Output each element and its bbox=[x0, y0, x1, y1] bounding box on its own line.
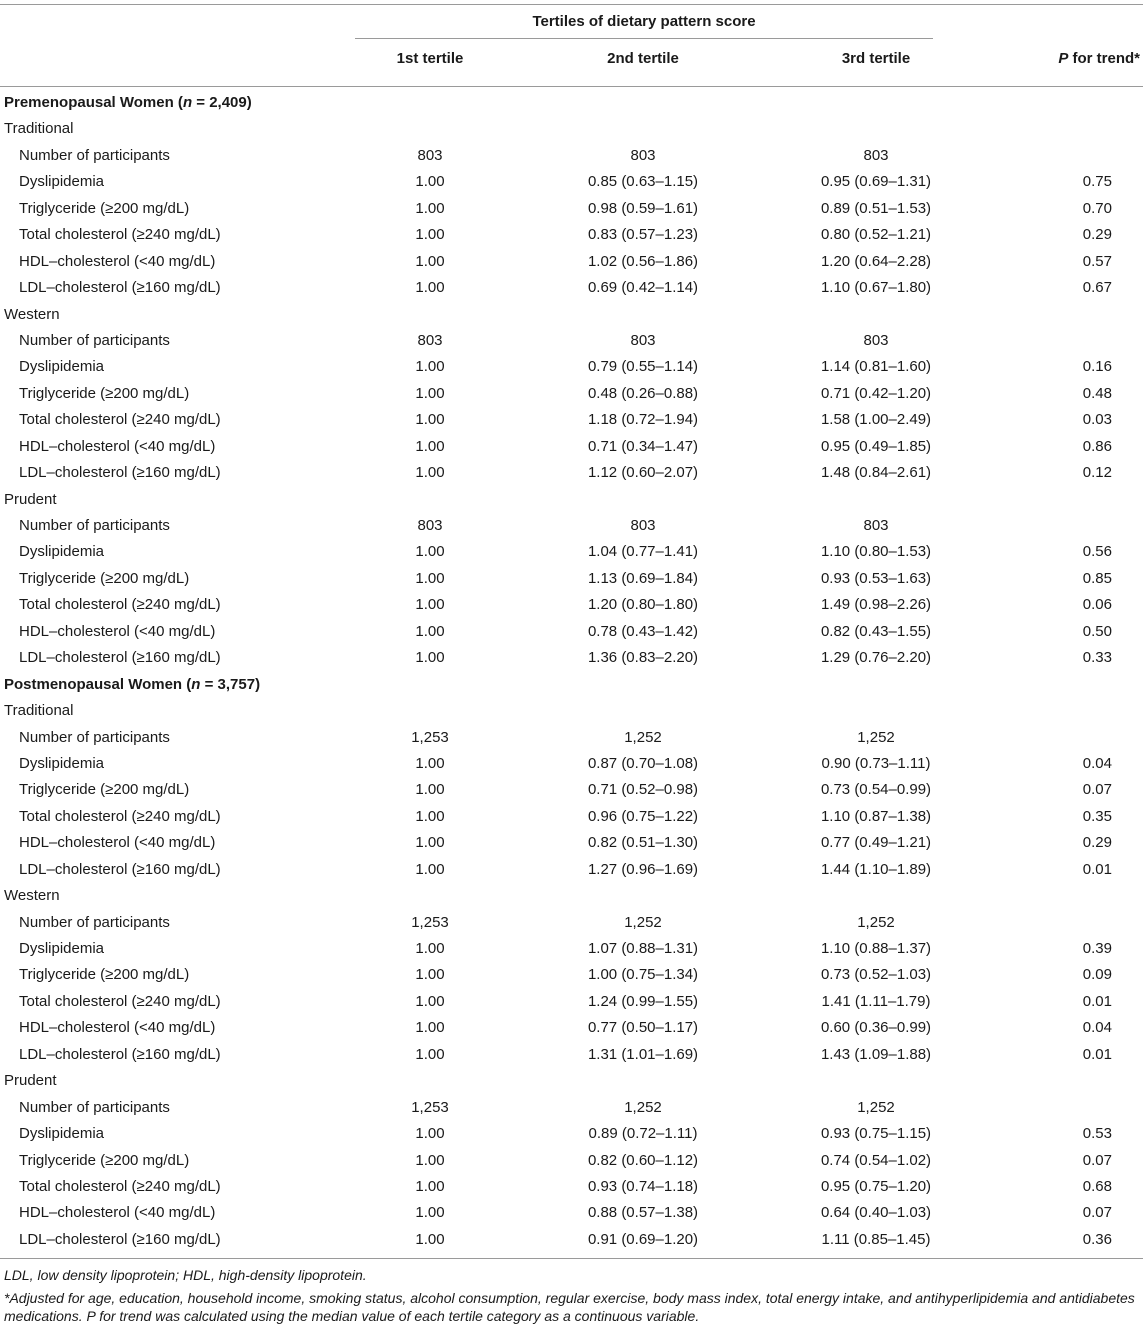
row-label: Triglyceride (≥200 mg/dL) bbox=[19, 384, 190, 402]
cell-1st-tertile: 1.00 bbox=[415, 437, 445, 455]
cell-2nd-tertile: 1,252 bbox=[624, 1098, 662, 1116]
pattern-label: Prudent bbox=[4, 490, 57, 508]
cell-p-for-trend: 0.01 bbox=[1082, 1045, 1112, 1063]
table-top-rule bbox=[0, 4, 1143, 5]
table-row bbox=[0, 1095, 1143, 1121]
cell-1st-tertile: 1.00 bbox=[415, 1125, 445, 1143]
table-row bbox=[0, 354, 1143, 380]
row-label: Triglyceride (≥200 mg/dL) bbox=[19, 1151, 190, 1169]
cell-3rd-tertile: 1.10 (0.67–1.80) bbox=[820, 279, 932, 297]
abbreviations-note: LDL, low density lipoprotein; HDL, high-density lipoprotein. bbox=[4, 1267, 367, 1283]
table-row bbox=[0, 196, 1143, 222]
cell-1st-tertile: 1.00 bbox=[415, 834, 445, 852]
cell-2nd-tertile: 1.18 (0.72–1.94) bbox=[587, 411, 699, 429]
cell-2nd-tertile: 1,252 bbox=[624, 913, 662, 931]
cell-1st-tertile: 1.00 bbox=[415, 781, 445, 799]
row-label: Total cholesterol (≥240 mg/dL) bbox=[19, 596, 221, 614]
cell-1st-tertile: 1.00 bbox=[415, 358, 445, 376]
pattern-label: Western bbox=[4, 887, 60, 905]
table-row bbox=[0, 989, 1143, 1015]
section-label-pre: Postmenopausal Women ( bbox=[4, 675, 192, 693]
cell-2nd-tertile: 0.98 (0.59–1.61) bbox=[587, 199, 699, 217]
cell-1st-tertile: 1.00 bbox=[415, 754, 445, 772]
col-header-3rd-tertile: 3rd tertile bbox=[841, 50, 911, 67]
col-header-1st-tertile: 1st tertile bbox=[396, 50, 464, 67]
cell-1st-tertile: 803 bbox=[417, 331, 443, 349]
cell-1st-tertile: 1.00 bbox=[415, 1045, 445, 1063]
cell-2nd-tertile: 0.82 (0.51–1.30) bbox=[587, 834, 699, 852]
table-bottom-rule bbox=[0, 1258, 1143, 1259]
row-label: LDL–cholesterol (≥160 mg/dL) bbox=[19, 1230, 221, 1248]
cell-1st-tertile: 1.00 bbox=[415, 199, 445, 217]
cell-2nd-tertile: 1.02 (0.56–1.86) bbox=[587, 252, 699, 270]
cell-2nd-tertile: 0.96 (0.75–1.22) bbox=[587, 807, 699, 825]
cell-1st-tertile: 1.00 bbox=[415, 940, 445, 957]
cell-2nd-tertile: 0.88 (0.57–1.38) bbox=[587, 1204, 699, 1222]
cell-3rd-tertile: 0.82 (0.43–1.55) bbox=[820, 622, 932, 640]
pattern-label: Traditional bbox=[4, 120, 74, 138]
cell-p-for-trend: 0.09 bbox=[1082, 966, 1112, 984]
cell-3rd-tertile: 1.41 (1.11–1.79) bbox=[821, 992, 931, 1010]
table-row bbox=[0, 830, 1143, 856]
row-label: LDL–cholesterol (≥160 mg/dL) bbox=[19, 1045, 221, 1063]
cell-3rd-tertile: 1,252 bbox=[857, 913, 895, 931]
table-row bbox=[0, 1200, 1143, 1226]
cell-1st-tertile: 1.00 bbox=[415, 992, 445, 1010]
cell-p-for-trend: 0.48 bbox=[1082, 384, 1112, 402]
cell-3rd-tertile: 0.95 (0.75–1.20) bbox=[820, 1177, 932, 1195]
table-row bbox=[0, 645, 1143, 671]
cell-p-for-trend: 0.04 bbox=[1082, 754, 1112, 772]
table-notes bbox=[4, 1266, 1140, 1325]
table-row bbox=[0, 936, 1143, 962]
cell-p-for-trend: 0.53 bbox=[1082, 1125, 1112, 1143]
table-row bbox=[0, 804, 1143, 830]
cell-2nd-tertile: 1.27 (0.96–1.69) bbox=[587, 860, 699, 878]
cell-2nd-tertile: 0.89 (0.72–1.11) bbox=[588, 1125, 698, 1143]
cell-1st-tertile: 1.00 bbox=[415, 966, 445, 984]
table-row bbox=[0, 460, 1143, 486]
table-row bbox=[0, 513, 1143, 539]
cell-2nd-tertile: 1.20 (0.80–1.80) bbox=[587, 596, 699, 614]
cell-3rd-tertile: 1,252 bbox=[857, 1098, 895, 1116]
cell-p-for-trend: 0.12 bbox=[1082, 464, 1112, 482]
cell-3rd-tertile: 0.77 (0.49–1.21) bbox=[820, 834, 932, 852]
row-label: Dyslipidemia bbox=[19, 1125, 105, 1143]
section-label-post: = 3,757) bbox=[200, 675, 261, 693]
row-label: Number of participants bbox=[19, 331, 170, 349]
cell-1st-tertile: 1.00 bbox=[415, 464, 445, 482]
cell-1st-tertile: 1,253 bbox=[411, 728, 449, 746]
section-label-pre: Premenopausal Women ( bbox=[4, 94, 183, 111]
row-label: Dyslipidemia bbox=[19, 543, 105, 561]
row-label: LDL–cholesterol (≥160 mg/dL) bbox=[19, 279, 221, 297]
cell-2nd-tertile: 0.82 (0.60–1.12) bbox=[587, 1151, 699, 1169]
cell-3rd-tertile: 0.93 (0.53–1.63) bbox=[820, 569, 932, 587]
cell-1st-tertile: 1,253 bbox=[411, 913, 449, 931]
table-row bbox=[0, 407, 1143, 433]
row-label: Number of participants bbox=[19, 728, 170, 746]
cell-1st-tertile: 1.00 bbox=[415, 384, 445, 402]
col-header-p-for-trend bbox=[990, 50, 1140, 68]
cell-2nd-tertile: 1,252 bbox=[624, 728, 662, 746]
table-row bbox=[0, 777, 1143, 803]
cell-1st-tertile: 1.00 bbox=[415, 860, 445, 878]
col-header-2nd-tertile: 2nd tertile bbox=[607, 50, 679, 67]
cell-p-for-trend: 0.07 bbox=[1082, 1151, 1112, 1169]
section-label bbox=[4, 672, 260, 698]
cell-3rd-tertile: 0.90 (0.73–1.11) bbox=[821, 754, 931, 772]
spanner-rule bbox=[355, 38, 933, 39]
cell-p-for-trend: 0.75 bbox=[1082, 173, 1112, 191]
adjustment-footnote: *Adjusted for age, education, household income, smoking status, alcohol consumption, regular exercise, body mass index, total energy intake, and antihyperlipidemia and antidiabetes medications. P for trend was calculated using the median value of each tertile category as a continuous variable. bbox=[4, 1290, 1135, 1324]
cell-1st-tertile: 803 bbox=[417, 146, 443, 164]
p-symbol: P bbox=[1058, 50, 1069, 67]
table-row bbox=[0, 1015, 1143, 1041]
table-row bbox=[0, 619, 1143, 645]
table-row bbox=[0, 910, 1143, 936]
cell-3rd-tertile: 1.49 (0.98–2.26) bbox=[820, 596, 932, 614]
cell-2nd-tertile: 803 bbox=[630, 517, 656, 534]
cell-2nd-tertile: 0.71 (0.34–1.47) bbox=[587, 437, 699, 455]
p-for-trend-text: for trend* bbox=[1068, 50, 1140, 67]
cell-3rd-tertile: 1.44 (1.10–1.89) bbox=[820, 860, 932, 878]
cell-2nd-tertile: 803 bbox=[630, 331, 656, 349]
section-label bbox=[4, 90, 252, 116]
cell-3rd-tertile: 803 bbox=[863, 331, 889, 349]
cell-p-for-trend: 0.85 bbox=[1082, 569, 1112, 587]
table-row bbox=[0, 275, 1143, 301]
cell-3rd-tertile: 0.60 (0.36–0.99) bbox=[820, 1019, 932, 1037]
cell-2nd-tertile: 0.77 (0.50–1.17) bbox=[587, 1019, 699, 1037]
cell-3rd-tertile: 1.58 (1.00–2.49) bbox=[820, 411, 932, 429]
cell-p-for-trend: 0.56 bbox=[1082, 543, 1112, 561]
cell-2nd-tertile: 0.79 (0.55–1.14) bbox=[587, 358, 699, 376]
cell-3rd-tertile: 0.95 (0.49–1.85) bbox=[820, 437, 932, 455]
row-label: Total cholesterol (≥240 mg/dL) bbox=[19, 992, 221, 1010]
cell-2nd-tertile: 0.71 (0.52–0.98) bbox=[587, 781, 699, 799]
cell-2nd-tertile: 0.78 (0.43–1.42) bbox=[587, 622, 699, 640]
cell-1st-tertile: 1.00 bbox=[415, 596, 445, 614]
table-row bbox=[0, 169, 1143, 195]
section-label-n: n bbox=[182, 94, 193, 111]
cell-1st-tertile: 1.00 bbox=[415, 543, 445, 561]
cell-1st-tertile: 1.00 bbox=[415, 173, 445, 191]
row-label: Dyslipidemia bbox=[19, 173, 105, 191]
cell-2nd-tertile: 1.07 (0.88–1.31) bbox=[587, 940, 699, 957]
table-row bbox=[0, 1121, 1143, 1147]
cell-3rd-tertile: 803 bbox=[863, 146, 889, 164]
cell-2nd-tertile: 0.85 (0.63–1.15) bbox=[587, 173, 699, 191]
tertiles-spanner-header: Tertiles of dietary pattern score bbox=[532, 13, 756, 30]
cell-1st-tertile: 1.00 bbox=[415, 411, 445, 429]
cell-p-for-trend: 0.07 bbox=[1082, 781, 1112, 799]
cell-1st-tertile: 1.00 bbox=[415, 1204, 445, 1222]
cell-p-for-trend: 0.29 bbox=[1082, 834, 1112, 852]
cell-2nd-tertile: 803 bbox=[630, 146, 656, 164]
row-label: Total cholesterol (≥240 mg/dL) bbox=[19, 411, 221, 429]
row-label: HDL–cholesterol (<40 mg/dL) bbox=[19, 1204, 216, 1222]
pattern-row bbox=[0, 302, 1143, 328]
table-row bbox=[0, 1174, 1143, 1200]
cell-3rd-tertile: 0.89 (0.51–1.53) bbox=[820, 199, 932, 217]
row-label: Number of participants bbox=[19, 517, 170, 534]
cell-3rd-tertile: 1,252 bbox=[857, 728, 895, 746]
cell-3rd-tertile: 0.73 (0.52–1.03) bbox=[820, 966, 932, 984]
cell-1st-tertile: 1.00 bbox=[415, 569, 445, 587]
row-label: Number of participants bbox=[19, 913, 170, 931]
pattern-label: Western bbox=[4, 305, 60, 323]
cell-p-for-trend: 0.68 bbox=[1082, 1177, 1112, 1195]
pattern-row bbox=[0, 116, 1143, 142]
cell-3rd-tertile: 0.93 (0.75–1.15) bbox=[820, 1125, 932, 1143]
table-row bbox=[0, 434, 1143, 460]
table-body bbox=[0, 90, 1143, 1253]
table-row bbox=[0, 1148, 1143, 1174]
row-label: Triglyceride (≥200 mg/dL) bbox=[19, 199, 190, 217]
table-row bbox=[0, 857, 1143, 883]
cell-2nd-tertile: 1.36 (0.83–2.20) bbox=[587, 649, 699, 667]
cell-2nd-tertile: 0.69 (0.42–1.14) bbox=[587, 279, 699, 297]
row-label: Triglyceride (≥200 mg/dL) bbox=[19, 781, 190, 799]
row-label: LDL–cholesterol (≥160 mg/dL) bbox=[19, 464, 221, 482]
table-row bbox=[0, 381, 1143, 407]
cell-2nd-tertile: 0.48 (0.26–0.88) bbox=[587, 384, 699, 402]
cell-2nd-tertile: 0.91 (0.69–1.20) bbox=[587, 1230, 699, 1248]
cell-p-for-trend: 0.67 bbox=[1082, 279, 1112, 297]
section-row bbox=[0, 90, 1143, 116]
table-row bbox=[0, 725, 1143, 751]
table-row bbox=[0, 249, 1143, 275]
section-label-post: = 2,409) bbox=[192, 94, 252, 111]
cell-p-for-trend: 0.04 bbox=[1082, 1019, 1112, 1037]
row-label: Number of participants bbox=[19, 146, 170, 164]
cell-1st-tertile: 1.00 bbox=[415, 1019, 445, 1037]
cell-p-for-trend: 0.70 bbox=[1082, 199, 1112, 217]
table-row bbox=[0, 751, 1143, 777]
cell-3rd-tertile: 0.95 (0.69–1.31) bbox=[820, 173, 932, 191]
cell-p-for-trend: 0.16 bbox=[1082, 358, 1112, 376]
cell-2nd-tertile: 1.24 (0.99–1.55) bbox=[587, 992, 699, 1010]
cell-p-for-trend: 0.03 bbox=[1082, 411, 1112, 429]
cell-1st-tertile: 1.00 bbox=[415, 807, 445, 825]
cell-p-for-trend: 0.50 bbox=[1082, 622, 1112, 640]
cell-3rd-tertile: 1.10 (0.88–1.37) bbox=[820, 940, 932, 957]
cell-2nd-tertile: 0.93 (0.74–1.18) bbox=[587, 1177, 699, 1195]
cell-3rd-tertile: 1.14 (0.81–1.60) bbox=[820, 358, 932, 376]
row-label: Number of participants bbox=[19, 1098, 170, 1116]
table-row bbox=[0, 592, 1143, 618]
cell-3rd-tertile: 1.29 (0.76–2.20) bbox=[820, 649, 932, 667]
cell-3rd-tertile: 0.73 (0.54–0.99) bbox=[820, 781, 932, 799]
header-rule bbox=[0, 86, 1143, 87]
row-label: Total cholesterol (≥240 mg/dL) bbox=[19, 1177, 221, 1195]
row-label: Triglyceride (≥200 mg/dL) bbox=[19, 966, 190, 984]
cell-2nd-tertile: 1.04 (0.77–1.41) bbox=[587, 543, 699, 561]
cell-p-for-trend: 0.39 bbox=[1082, 940, 1112, 957]
pattern-label: Prudent bbox=[4, 1072, 57, 1090]
table-row bbox=[0, 539, 1143, 565]
table-row bbox=[0, 962, 1143, 988]
cell-p-for-trend: 0.57 bbox=[1082, 252, 1112, 270]
cell-3rd-tertile: 0.74 (0.54–1.02) bbox=[820, 1151, 932, 1169]
cell-1st-tertile: 1.00 bbox=[415, 622, 445, 640]
cell-1st-tertile: 803 bbox=[417, 517, 443, 534]
cell-3rd-tertile: 1.20 (0.64–2.28) bbox=[820, 252, 932, 270]
table-row bbox=[0, 1042, 1143, 1068]
row-label: HDL–cholesterol (<40 mg/dL) bbox=[19, 437, 216, 455]
row-label: Dyslipidemia bbox=[19, 940, 105, 957]
cell-p-for-trend: 0.86 bbox=[1082, 437, 1112, 455]
cell-1st-tertile: 1,253 bbox=[411, 1098, 449, 1116]
cell-2nd-tertile: 1.00 (0.75–1.34) bbox=[587, 966, 699, 984]
cell-3rd-tertile: 1.48 (0.84–2.61) bbox=[820, 464, 932, 482]
row-label: HDL–cholesterol (<40 mg/dL) bbox=[19, 834, 216, 852]
row-label: HDL–cholesterol (<40 mg/dL) bbox=[19, 252, 216, 270]
cell-3rd-tertile: 1.11 (0.85–1.45) bbox=[821, 1230, 931, 1248]
cell-3rd-tertile: 0.71 (0.42–1.20) bbox=[820, 384, 932, 402]
section-row bbox=[0, 672, 1143, 698]
cell-3rd-tertile: 1.10 (0.87–1.38) bbox=[820, 807, 932, 825]
row-label: Total cholesterol (≥240 mg/dL) bbox=[19, 226, 221, 244]
cell-2nd-tertile: 1.31 (1.01–1.69) bbox=[587, 1045, 699, 1063]
cell-2nd-tertile: 0.87 (0.70–1.08) bbox=[587, 754, 699, 772]
cell-p-for-trend: 0.35 bbox=[1082, 807, 1112, 825]
table-row bbox=[0, 143, 1143, 169]
cell-p-for-trend: 0.07 bbox=[1082, 1204, 1112, 1222]
row-label: LDL–cholesterol (≥160 mg/dL) bbox=[19, 649, 221, 667]
row-label: Dyslipidemia bbox=[19, 358, 105, 376]
cell-2nd-tertile: 1.13 (0.69–1.84) bbox=[587, 569, 699, 587]
cell-p-for-trend: 0.01 bbox=[1082, 860, 1112, 878]
table-row bbox=[0, 566, 1143, 592]
cell-3rd-tertile: 0.64 (0.40–1.03) bbox=[820, 1204, 932, 1222]
cell-p-for-trend: 0.29 bbox=[1082, 226, 1112, 244]
table-row bbox=[0, 222, 1143, 248]
cell-1st-tertile: 1.00 bbox=[415, 252, 445, 270]
row-label: HDL–cholesterol (<40 mg/dL) bbox=[19, 1019, 216, 1037]
pattern-row bbox=[0, 883, 1143, 909]
pattern-row bbox=[0, 487, 1143, 513]
table-row bbox=[0, 1227, 1143, 1253]
cell-1st-tertile: 1.00 bbox=[415, 1230, 445, 1248]
cell-1st-tertile: 1.00 bbox=[415, 226, 445, 244]
cell-2nd-tertile: 1.12 (0.60–2.07) bbox=[587, 464, 699, 482]
cell-1st-tertile: 1.00 bbox=[415, 1151, 445, 1169]
cell-3rd-tertile: 803 bbox=[863, 517, 889, 534]
cell-3rd-tertile: 1.43 (1.09–1.88) bbox=[820, 1045, 932, 1063]
row-label: Total cholesterol (≥240 mg/dL) bbox=[19, 807, 221, 825]
cell-1st-tertile: 1.00 bbox=[415, 649, 445, 667]
pattern-label: Traditional bbox=[4, 702, 74, 720]
table-row bbox=[0, 328, 1143, 354]
row-label: Dyslipidemia bbox=[19, 754, 105, 772]
cell-3rd-tertile: 1.10 (0.80–1.53) bbox=[820, 543, 932, 561]
cell-1st-tertile: 1.00 bbox=[415, 1177, 445, 1195]
cell-3rd-tertile: 0.80 (0.52–1.21) bbox=[820, 226, 932, 244]
pattern-row bbox=[0, 1068, 1143, 1094]
row-label: LDL–cholesterol (≥160 mg/dL) bbox=[19, 860, 221, 878]
row-label: HDL–cholesterol (<40 mg/dL) bbox=[19, 622, 216, 640]
cell-p-for-trend: 0.01 bbox=[1082, 992, 1112, 1010]
cell-p-for-trend: 0.33 bbox=[1082, 649, 1112, 667]
cell-2nd-tertile: 0.83 (0.57–1.23) bbox=[587, 226, 699, 244]
cell-p-for-trend: 0.06 bbox=[1082, 596, 1112, 614]
pattern-row bbox=[0, 698, 1143, 724]
row-label: Triglyceride (≥200 mg/dL) bbox=[19, 569, 190, 587]
section-label-n: n bbox=[191, 675, 201, 693]
cell-p-for-trend: 0.36 bbox=[1082, 1230, 1112, 1248]
cell-1st-tertile: 1.00 bbox=[415, 279, 445, 297]
